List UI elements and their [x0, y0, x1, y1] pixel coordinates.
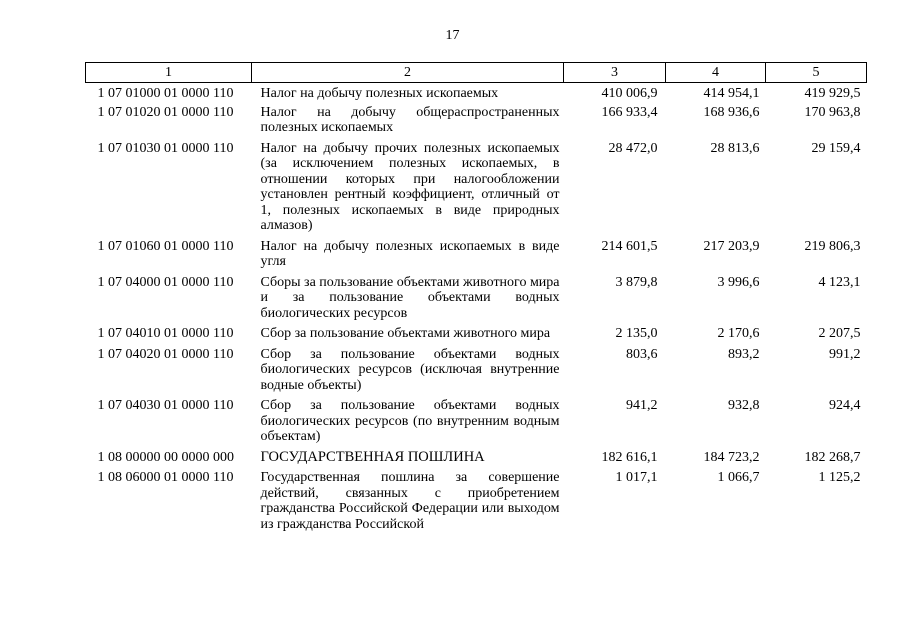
table-row — [86, 445, 867, 466]
value-col-5: 991,2 — [829, 346, 861, 362]
table-row — [86, 321, 867, 342]
value-col-3: 166 933,4 — [601, 104, 658, 120]
value-col-3: 3 879,8 — [615, 274, 658, 290]
value-col-4: 2 170,6 — [717, 326, 760, 341]
table-row — [86, 393, 867, 445]
revenue-name: Сбор за пользование объектами водных биологических ресурсов (по внутренним водным объектам) — [260, 398, 560, 444]
revenue-name: Налог на добычу прочих полезных ископаемых (за исключением полезных ископаемых, в отношении которых при налогообложении установлен рентный коэффициент, отличный от 1, полезных ископаемых в виде природных алмазов) — [260, 140, 560, 233]
budget-code: 1 08 06000 01 0000 110 — [97, 470, 234, 485]
revenue-name: Налог на добычу полезных ископаемых — [260, 86, 499, 101]
table-row — [86, 270, 867, 322]
value-col-5: 170 963,8 — [804, 104, 861, 120]
value-col-5: 29 159,4 — [811, 140, 861, 156]
budget-code: 1 08 00000 00 0000 000 — [97, 449, 234, 465]
value-col-4: 184 723,2 — [703, 449, 760, 465]
value-col-3: 182 616,1 — [601, 449, 658, 465]
revenue-name: Государственная пошлина за совершение действий, связанных с приобретением гражданства Российской Федерации или выходом из гражданства Российской — [260, 470, 560, 532]
table-row — [86, 83, 867, 102]
table-row — [86, 465, 867, 532]
column-header-5: 5 — [766, 63, 867, 83]
budget-code: 1 07 01000 01 0000 110 — [97, 86, 234, 101]
value-col-5: 219 806,3 — [804, 238, 861, 254]
value-col-3: 1 017,1 — [615, 470, 658, 485]
table-row — [86, 136, 867, 234]
value-col-4: 217 203,9 — [703, 238, 760, 254]
page-number: 17 — [445, 28, 460, 43]
revenue-name: ГОСУДАРСТВЕННАЯ ПОШЛИНА — [260, 448, 485, 465]
column-header-4: 4 — [666, 63, 766, 83]
budget-code: 1 07 04010 01 0000 110 — [97, 326, 234, 341]
value-col-3: 214 601,5 — [601, 238, 658, 254]
budget-code: 1 07 04020 01 0000 110 — [97, 346, 234, 362]
value-col-4: 1 066,7 — [717, 470, 760, 485]
budget-code: 1 07 04030 01 0000 110 — [97, 398, 234, 413]
value-col-4: 28 813,6 — [710, 140, 760, 156]
value-col-5: 2 207,5 — [818, 326, 861, 341]
column-header-3: 3 — [564, 63, 666, 83]
revenue-name: Сбор за пользование объектами водных биологических ресурсов (исключая внутренние водные объекты) — [260, 346, 560, 393]
value-col-4: 893,2 — [728, 346, 760, 362]
value-col-4: 932,8 — [728, 398, 760, 413]
revenue-name: Налог на добычу общераспространенных полезных ископаемых — [260, 104, 560, 135]
column-header-1: 1 — [86, 63, 252, 83]
value-col-4: 414 954,1 — [703, 86, 760, 101]
value-col-5: 924,4 — [829, 398, 861, 413]
table-row — [86, 234, 867, 270]
value-col-4: 168 936,6 — [703, 104, 760, 120]
value-col-5: 182 268,7 — [804, 449, 861, 465]
value-col-3: 803,6 — [626, 346, 658, 362]
value-col-5: 1 125,2 — [818, 470, 861, 485]
value-col-3: 28 472,0 — [608, 140, 658, 156]
budget-code: 1 07 04000 01 0000 110 — [97, 274, 234, 290]
table-row — [86, 342, 867, 394]
table-row — [86, 102, 867, 136]
value-col-5: 419 929,5 — [804, 86, 861, 101]
value-col-3: 941,2 — [626, 398, 658, 413]
budget-code: 1 07 01020 01 0000 110 — [97, 104, 234, 120]
budget-code: 1 07 01060 01 0000 110 — [97, 238, 234, 254]
revenue-name: Сбор за пользование объектами животного мира — [260, 326, 551, 341]
value-col-5: 4 123,1 — [818, 274, 861, 290]
value-col-3: 410 006,9 — [601, 86, 658, 101]
budget-code: 1 07 01030 01 0000 110 — [97, 140, 234, 156]
revenue-table — [85, 62, 867, 532]
column-header-2: 2 — [252, 63, 564, 83]
revenue-name: Сборы за пользование объектами животного мира и за пользование объектами водных биологических ресурсов — [260, 274, 560, 321]
revenue-name: Налог на добычу полезных ископаемых в виде угля — [260, 238, 560, 269]
table-header-row — [86, 63, 867, 83]
value-col-3: 2 135,0 — [615, 326, 658, 341]
value-col-4: 3 996,6 — [717, 274, 760, 290]
